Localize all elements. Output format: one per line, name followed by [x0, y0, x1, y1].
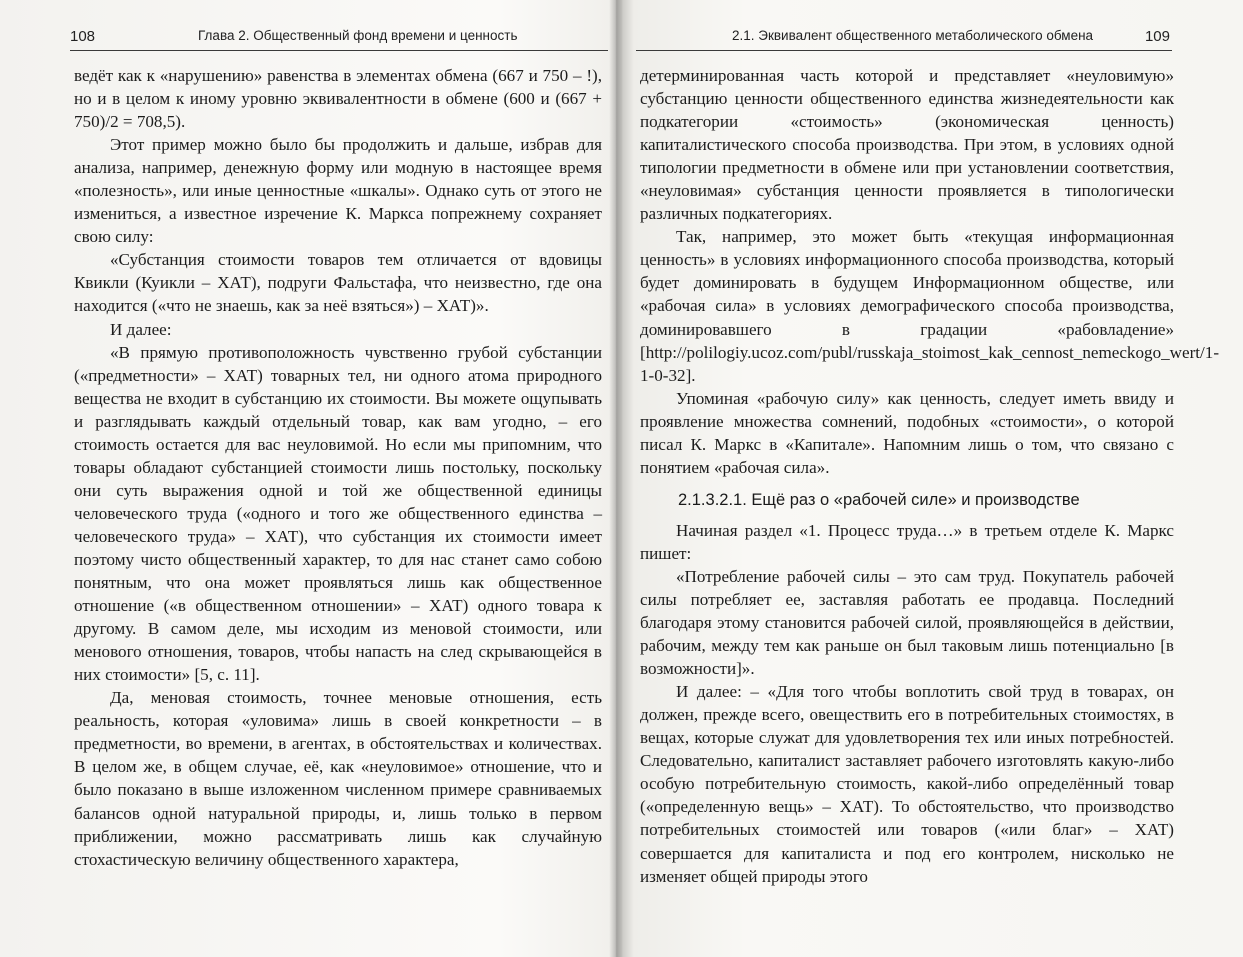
- paragraph: ведёт как к «нарушению» равенства в элементах обмена (667 и 750 – !), но и в целом к иному уровню эквивалентности в обмене (600 и (667 + 750)/2 = 708,5).: [74, 66, 602, 132]
- chapter-running-title: Глава 2. Общественный фонд времени и ценность: [198, 28, 518, 43]
- right-page: [640, 0, 1220, 957]
- left-body-text: [74, 64, 602, 871]
- book-gutter: [609, 0, 623, 957]
- paragraph: Да, меновая стоимость, точнее меновые отношения, есть реальность, которая «уловима» лишь в своей конкретности – в предметности, во времени, в агентах, в обстоятельствах и количествах. В целом же, в общем случае, её, как «неуловимое» отношение, что и было показано в выше изложенном численном примере сравниваемых балансов одной натуральной природы, и, лишь только в первом приближении, можно рассматривать лишь как случайную стохастическую величину общественного характера,: [74, 688, 602, 869]
- quote-paragraph: И далее: – «Для того чтобы воплотить свой труд в товарах, он должен, прежде всего, овеществить его в потребительных стоимостях, в вещах, которые служат для удовлетворения тех или иных потребностей. Следовательно, капиталист заставляет рабочего изготовлять какую-либо особую потребительную стоимость, какой-либо определённый товар («определенную вещь» – ХАТ). То обстоятельство, что производство потребительных стоимостей или товаров («или благ» – ХАТ) совершается для капиталиста и под его контролем, нисколько не изменяет общей природы этого: [640, 682, 1174, 886]
- quote-paragraph: «В прямую противоположность чувственно грубой субстанции («предметности» – ХАТ) товарных тел, ни одного атома природного вещества не входит в субстанцию их стоимости. Вы можете ощупывать и разглядывать каждый отдельный товар, как вам угодно, – его стоимость остается для вас неуловимой. Но если мы припомним, что товары обладают субстанцией стоимости лишь постольку, поскольку они суть выражения одной и той же общественной единицы человеческого труда («одного и того же общественного единства – человеческого труда» – ХАТ), что субстанция их стоимости имеет поэтому чисто общественный характер, то для нас станет само собою понятным, что она может проявляться лишь как общественное отношение («в общественном отношении» – ХАТ) одного товара к другому. В самом деле, мы исходим из меновой стоимости, или менового отношения, товаров, чтобы напасть на след скрывающейся в них стоимости» [5, с. 11].: [74, 342, 602, 685]
- page-number: 108: [70, 28, 96, 45]
- quote-paragraph: «Потребление рабочей силы – это сам труд. Покупатель рабочей силы потребляет ее, заставляя работать ее продавца. Последний благодаря этому становится рабочей силой, проявляющейся в действии, рабочим, между тем как раньше он был таковым лишь потенциально [в возможности]».: [640, 566, 1174, 679]
- right-body-text: [640, 64, 1220, 888]
- page-number: 109: [1144, 28, 1170, 45]
- quote-paragraph: «Субстанция стоимости товаров тем отличается от вдовицы Квикли (Куикли – ХАТ), подруги Фальстафа, что неизвестно, где она находится («что не знаешь, как за неё взяться») – ХАТ)».: [74, 250, 602, 316]
- paragraph: Этот пример можно было бы продолжить и дальше, избрав для анализа, например, денежную форму или модную в настоящее время «полезность», или иные ценностные «шкалы». Однако суть от этого не измениться, а известное изречение К. Маркса попрежнему сохраняет свою силу:: [74, 135, 602, 247]
- paragraph: детерминированная часть которой и представляет «неуловимую» субстанцию ценности общественного единства жизнедеятельности как подкатегории «стоимость» (экономическая ценность) капиталистического способа производства. При этом, в условиях одной типологии предметности в обмене или при установлении соответствия, «неуловимая» субстанция ценности проявляется в типологически различных подкатегориях.: [640, 66, 1174, 224]
- left-running-head: [70, 24, 608, 51]
- paragraph: Упоминая «рабочую силу» как ценность, следует иметь ввиду и проявление множества сомнений, подобных «стоимости», о которой писал К. Маркс в «Капитале». Напомним лишь о том, что связано с понятием «рабочая сила».: [640, 388, 1174, 477]
- section-running-title: 2.1. Эквивалент общественного метаболического обмена: [732, 28, 1094, 43]
- paragraph: И далее:: [110, 319, 172, 339]
- left-page: [62, 0, 602, 957]
- right-running-head: [636, 24, 1172, 51]
- paragraph: Начиная раздел «1. Процесс труда…» в третьем отделе К. Маркс пишет:: [640, 520, 1174, 563]
- paragraph: Так, например, это может быть «текущая информационная ценность» в условиях информационного способа производства, который будет доминировать в будущем Информационном обществе, или «рабочая сила» в условиях демографического способа производства, доминировавшего в градации «рабовладение» [http://polilogiy.ucoz.com/publ/russkaja_stoimost_kak_cennost_nemeckogo_wert/1-1-0-32].: [640, 227, 1220, 385]
- section-heading: 2.1.3.2.1. Ещё раз о «рабочей силе» и производстве: [678, 490, 1080, 509]
